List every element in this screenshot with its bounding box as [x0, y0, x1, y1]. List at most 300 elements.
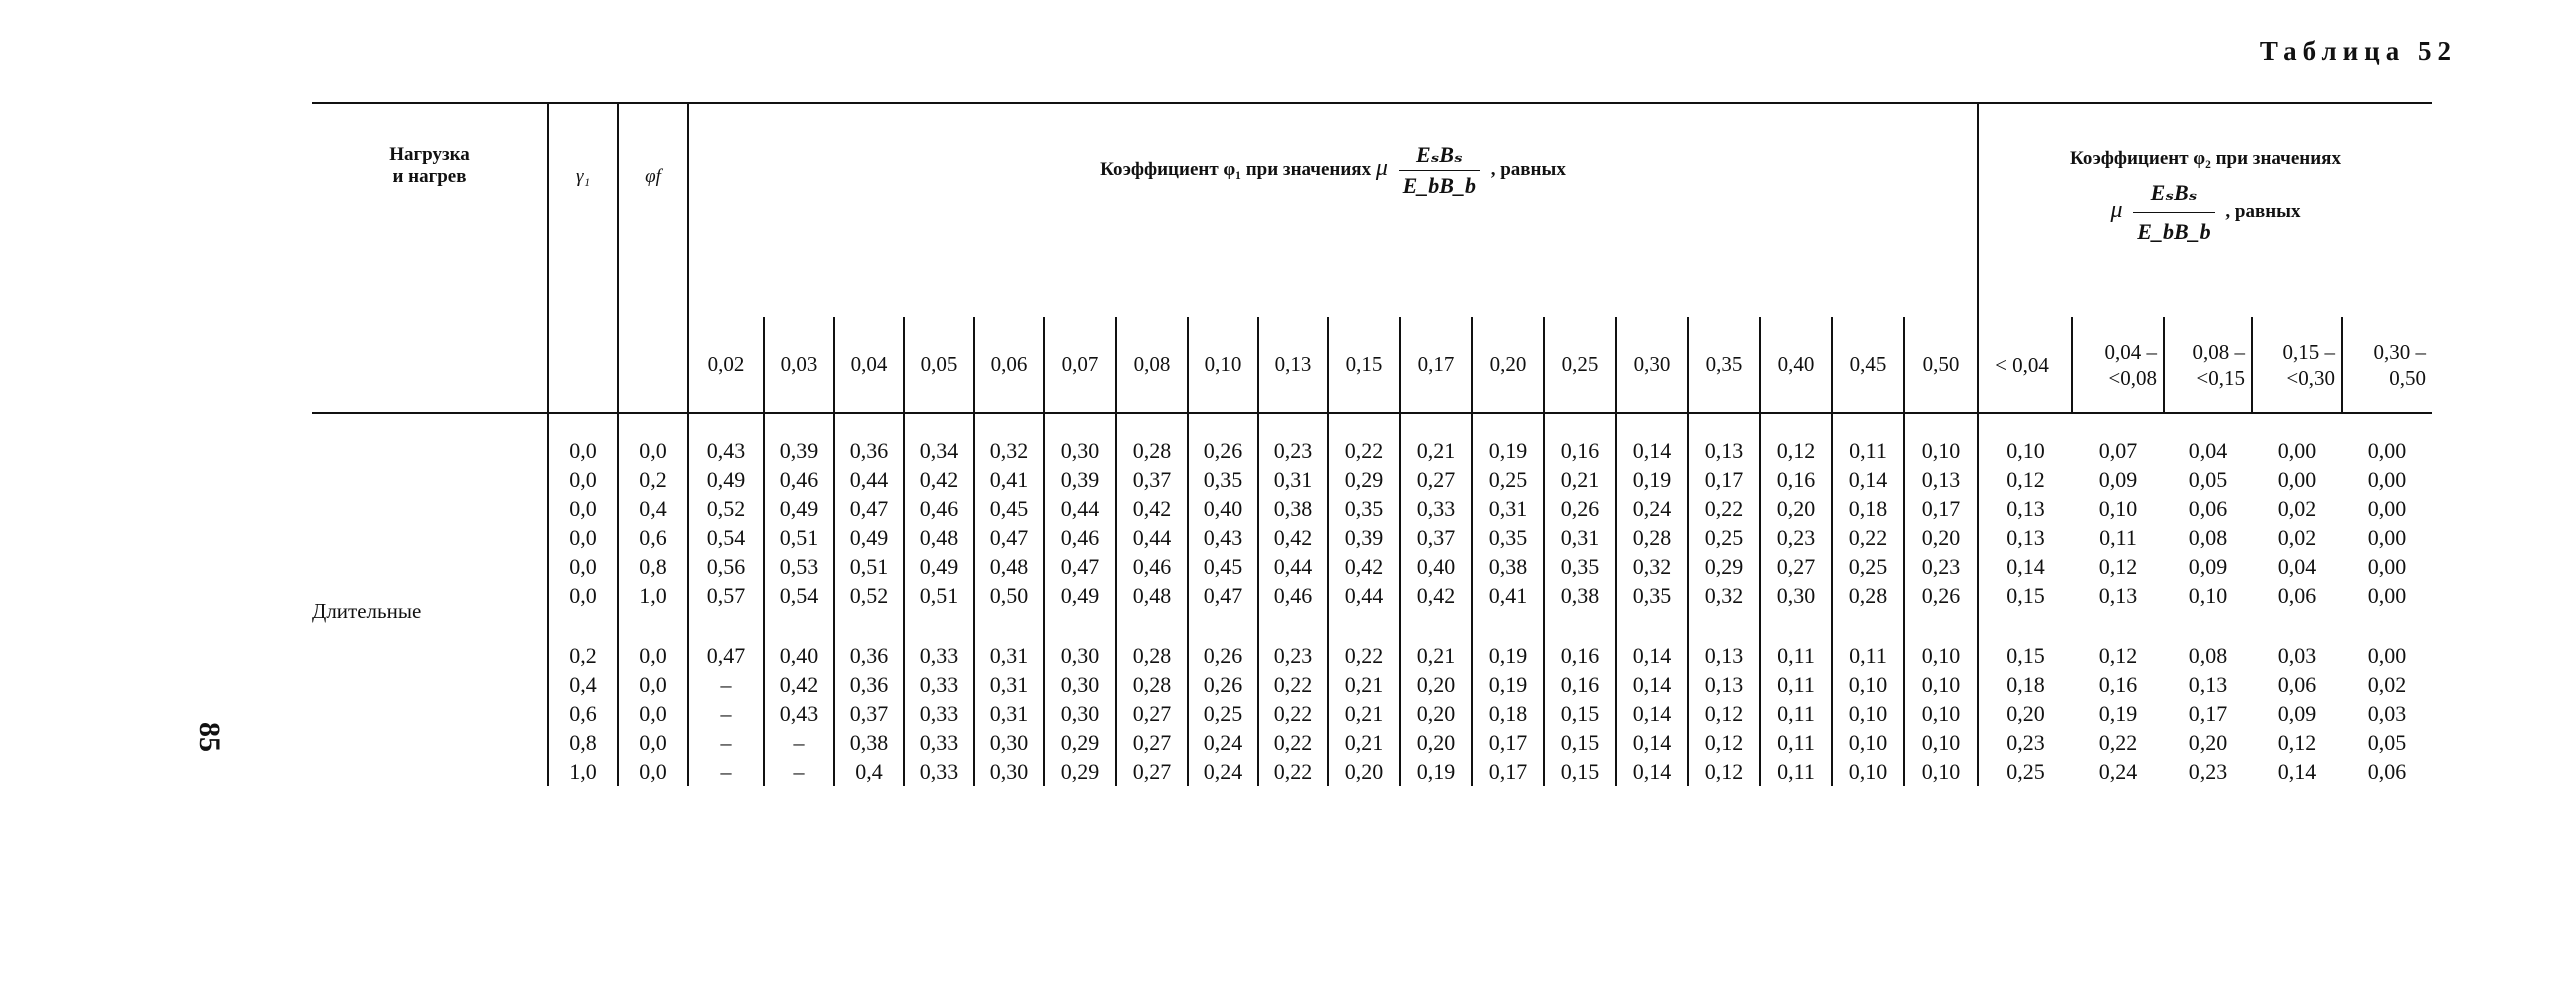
gamma1-header: γ₁ — [548, 104, 618, 413]
load-heating-line2: и нагрев — [392, 166, 467, 187]
gap-cell — [834, 610, 904, 641]
phi1-value-cell: 0,20 — [1760, 494, 1832, 523]
gap-cell — [2072, 610, 2164, 641]
phi1-value-cell: 0,46 — [764, 465, 834, 494]
gap-cell — [1688, 610, 1760, 641]
phi2-value-cell: 0,15 — [1978, 641, 2072, 670]
phi1-value-cell: 0,40 — [1188, 494, 1258, 523]
phi1-value-cell: 0,43 — [764, 699, 834, 728]
phi2-value-cell: 0,00 — [2367, 643, 2407, 668]
phi1-value-cell: 0,22 — [1258, 757, 1328, 786]
phi1-value-cell: 0,32 — [1688, 581, 1760, 610]
phi1-value-cell: 0,27 — [1116, 728, 1188, 757]
phi1-value-cell: 0,25 — [1688, 523, 1760, 552]
phi1-value-cell: 0,21 — [1328, 699, 1400, 728]
phi2-column-header — [2342, 317, 2432, 413]
phi1-value-cell: 0,11 — [1832, 641, 1904, 670]
gap-cell — [2252, 610, 2342, 641]
phi1-value-cell: 0,49 — [1044, 581, 1116, 610]
gamma1-cell: 0,4 — [548, 670, 618, 699]
phi1-value-cell: 0,28 — [1832, 581, 1904, 610]
gap-cell — [1904, 610, 1978, 641]
phi1-value-cell: 0,44 — [1044, 494, 1116, 523]
mid-rule-cell — [1116, 413, 1188, 436]
phi1-value-cell: 0,12 — [1688, 728, 1760, 757]
phi2-value-cell: 0,05 — [2367, 730, 2407, 755]
phi1-value-cell: 0,11 — [1760, 757, 1832, 786]
gap-cell — [1760, 610, 1832, 641]
phi1-column-header: 0,20 — [1472, 317, 1544, 413]
gamma1-cell: 1,0 — [548, 757, 618, 786]
phi1-column-header: 0,02 — [688, 317, 764, 413]
phi1-value-cell: 0,33 — [904, 699, 974, 728]
mid-rule-cell — [764, 413, 834, 436]
phi1-value-cell: 0,44 — [834, 465, 904, 494]
gap-cell — [2342, 610, 2432, 641]
phi1-value-cell: 0,4 — [834, 757, 904, 786]
phi1-column-header: 0,06 — [974, 317, 1044, 413]
phi1-value-cell: 0,35 — [1544, 552, 1616, 581]
phi1-value-cell: 0,46 — [1116, 552, 1188, 581]
phi2-value-cell: 0,22 — [2098, 730, 2138, 755]
phi1-value-cell: 0,53 — [764, 552, 834, 581]
phi2-value-cell: 0,23 — [1978, 728, 2072, 757]
phi1-value-cell: 0,42 — [1258, 523, 1328, 552]
phi-f-cell: 0,0 — [618, 436, 688, 465]
phi1-value-cell: 0,14 — [1616, 670, 1688, 699]
phi1-value-cell: 0,40 — [1400, 552, 1472, 581]
phi1-column-header: 0,08 — [1116, 317, 1188, 413]
gap-cell — [1044, 610, 1116, 641]
phi1-value-cell: 0,43 — [688, 436, 764, 465]
phi1-value-cell: 0,42 — [1328, 552, 1400, 581]
phi1-value-cell: 0,45 — [974, 494, 1044, 523]
phi2-value-cell: 0,00 — [2367, 467, 2407, 492]
mid-rule-cell — [1328, 413, 1400, 436]
phi1-value-cell: 0,10 — [1832, 670, 1904, 699]
mid-rule-cell — [1904, 413, 1978, 436]
phi1-value-cell: 0,16 — [1544, 641, 1616, 670]
phi1-value-cell: 0,28 — [1116, 670, 1188, 699]
gap-cell — [764, 610, 834, 641]
phi1-value-cell: 0,51 — [834, 552, 904, 581]
phi2-column-header — [2252, 317, 2342, 413]
phi1-value-cell: 0,19 — [1472, 670, 1544, 699]
phi1-value-cell: 0,25 — [1472, 465, 1544, 494]
table-row — [312, 552, 2432, 581]
table-row — [312, 523, 2432, 552]
phi2-column-line1: 0,15 – — [2282, 339, 2335, 364]
phi2-value-cell: 0,06 — [2367, 759, 2407, 784]
phi2-value-cell: 0,00 — [2367, 554, 2407, 579]
phi1-column-header: 0,30 — [1616, 317, 1688, 413]
phi1-value-cell: 0,37 — [1400, 523, 1472, 552]
mid-rule-cell — [1044, 413, 1116, 436]
phi1-value-cell: 0,31 — [1544, 523, 1616, 552]
phi1-value-cell: 0,33 — [904, 641, 974, 670]
phi1-value-cell: 0,29 — [1328, 465, 1400, 494]
phi1-header-prefix: Коэффициент φ₁ при значениях — [1100, 158, 1372, 180]
phi1-value-cell: 0,20 — [1400, 699, 1472, 728]
phi1-value-cell: 0,47 — [1044, 552, 1116, 581]
phi1-value-cell: 0,26 — [1904, 581, 1978, 610]
phi1-value-cell: 0,29 — [1688, 552, 1760, 581]
phi1-value-cell: 0,30 — [1760, 581, 1832, 610]
phi1-value-cell: 0,33 — [904, 670, 974, 699]
phi1-value-cell: 0,42 — [1116, 494, 1188, 523]
gap-cell — [1472, 610, 1544, 641]
phi2-value-cell: 0,04 — [2277, 554, 2317, 579]
phi2-value-cell: 0,12 — [2277, 730, 2317, 755]
phi1-value-cell: 0,36 — [834, 641, 904, 670]
gap-cell — [974, 610, 1044, 641]
phi-f-cell: 0,0 — [618, 757, 688, 786]
phi2-value-cell: 0,00 — [2367, 438, 2407, 463]
phi1-value-cell: 0,26 — [1188, 436, 1258, 465]
phi1-value-cell: 0,13 — [1688, 670, 1760, 699]
phi2-column-line1: 0,08 – — [2192, 339, 2245, 364]
mid-rule-cell — [1760, 413, 1832, 436]
phi-f-cell: 0,6 — [618, 523, 688, 552]
phi1-value-cell: 0,31 — [974, 670, 1044, 699]
phi1-value-cell: 0,10 — [1832, 699, 1904, 728]
phi1-value-cell: 0,46 — [1044, 523, 1116, 552]
load-type-label: Длительные — [312, 598, 422, 623]
table-row — [312, 757, 2432, 786]
phi1-value-cell: 0,24 — [1188, 757, 1258, 786]
mu-symbol: μ — [1375, 154, 1388, 181]
phi2-header — [1978, 104, 2432, 317]
table-row — [312, 670, 2432, 699]
phi2-value-cell: 0,12 — [2098, 643, 2138, 668]
table-row — [312, 465, 2432, 494]
mid-rule-cell — [974, 413, 1044, 436]
phi2-value-cell: 0,14 — [2277, 759, 2317, 784]
phi1-header — [688, 104, 1978, 317]
mid-rule-cell — [312, 413, 548, 436]
phi1-value-cell: 0,21 — [1400, 641, 1472, 670]
phi1-value-cell: 0,45 — [1188, 552, 1258, 581]
mid-rule-cell — [1188, 413, 1258, 436]
phi1-value-cell: 0,17 — [1688, 465, 1760, 494]
table-row — [312, 436, 2432, 465]
phi1-value-cell: 0,39 — [1044, 465, 1116, 494]
phi2-column-line1: 0,30 – — [2373, 339, 2426, 364]
phi1-value-cell: 0,27 — [1760, 552, 1832, 581]
phi-f-cell: 0,4 — [618, 494, 688, 523]
table-row — [312, 699, 2432, 728]
phi1-value-cell: 0,30 — [1044, 670, 1116, 699]
phi1-value-cell: 0,44 — [1116, 523, 1188, 552]
phi1-value-cell: 0,38 — [834, 728, 904, 757]
phi1-value-cell: 0,17 — [1472, 728, 1544, 757]
phi1-value-cell: 0,12 — [1760, 436, 1832, 465]
phi1-value-cell: 0,27 — [1116, 699, 1188, 728]
phi1-value-cell: 0,14 — [1616, 728, 1688, 757]
gamma1-cell: 0,2 — [548, 641, 618, 670]
phi1-column-header: 0,05 — [904, 317, 974, 413]
gap-cell — [2164, 610, 2252, 641]
phi1-value-cell: 0,15 — [1544, 699, 1616, 728]
phi2-value-cell: 0,09 — [2277, 701, 2317, 726]
phi1-value-cell: 0,27 — [1116, 757, 1188, 786]
phi1-value-cell: 0,49 — [764, 494, 834, 523]
phi1-value-cell: 0,22 — [1328, 436, 1400, 465]
phi1-column-header: 0,10 — [1188, 317, 1258, 413]
phi1-value-cell: 0,22 — [1258, 670, 1328, 699]
phi1-value-cell: 0,32 — [974, 436, 1044, 465]
mid-rule-cell — [1616, 413, 1688, 436]
phi1-value-cell: 0,32 — [1616, 552, 1688, 581]
phi-f-cell: 0,2 — [618, 465, 688, 494]
phi1-value-cell: 0,37 — [1116, 465, 1188, 494]
phi1-value-cell: 0,22 — [1688, 494, 1760, 523]
phi1-value-cell: 0,35 — [1328, 494, 1400, 523]
phi2-value-cell: 0,14 — [1978, 552, 2072, 581]
phi1-value-cell: 0,37 — [834, 699, 904, 728]
phi1-value-cell: 0,46 — [904, 494, 974, 523]
mu-symbol-2: μ — [2110, 196, 2123, 223]
phi1-value-cell: 0,25 — [1832, 552, 1904, 581]
phi1-value-cell: 0,30 — [1044, 641, 1116, 670]
phi1-value-cell: 0,31 — [1472, 494, 1544, 523]
table-row — [312, 728, 2432, 757]
gamma1-cell: 0,6 — [548, 699, 618, 728]
phi-f-cell: 0,0 — [618, 699, 688, 728]
es-bs-fraction-2 — [2133, 176, 2214, 249]
phi1-value-cell: 0,12 — [1688, 757, 1760, 786]
phi1-value-cell: 0,31 — [974, 641, 1044, 670]
phi1-value-cell: 0,23 — [1258, 436, 1328, 465]
phi1-value-cell: 0,19 — [1472, 436, 1544, 465]
phi1-value-cell: 0,11 — [1760, 699, 1832, 728]
phi1-value-cell: 0,12 — [1688, 699, 1760, 728]
phi2-column-line1: < 0,04 — [1995, 352, 2049, 377]
phi1-value-cell: 0,30 — [1044, 699, 1116, 728]
phi1-value-cell: 0,14 — [1616, 757, 1688, 786]
phi2-value-cell: 0,09 — [2188, 554, 2228, 579]
mid-rule-cell — [1400, 413, 1472, 436]
phi1-value-cell: 0,50 — [974, 581, 1044, 610]
phi1-value-cell: – — [688, 699, 764, 728]
phi2-column-line2: <0,30 — [2286, 365, 2335, 390]
fraction-denominator: E_bB_b — [1402, 173, 1476, 198]
phi1-value-cell: 0,25 — [1188, 699, 1258, 728]
gap-cell — [1616, 610, 1688, 641]
phi1-value-cell: 0,20 — [1328, 757, 1400, 786]
gamma1-cell: 0,8 — [548, 728, 618, 757]
phi2-value-cell: 0,11 — [2099, 525, 2137, 550]
gap-cell — [1832, 610, 1904, 641]
phi1-column-header: 0,40 — [1760, 317, 1832, 413]
phi1-value-cell: 0,47 — [834, 494, 904, 523]
gamma1-cell: 0,0 — [548, 552, 618, 581]
gap-cell — [548, 610, 618, 641]
phi1-value-cell: 0,24 — [1616, 494, 1688, 523]
phi1-value-cell: – — [764, 728, 834, 757]
table-row — [312, 581, 2432, 610]
table-row — [312, 641, 2432, 670]
phi1-value-cell: 0,30 — [974, 728, 1044, 757]
phi1-value-cell: 0,26 — [1188, 670, 1258, 699]
phi1-value-cell: 0,19 — [1616, 465, 1688, 494]
phi1-value-cell: 0,42 — [1400, 581, 1472, 610]
phi1-value-cell: 0,49 — [834, 523, 904, 552]
phi2-value-cell: 0,13 — [2188, 672, 2228, 697]
phi2-value-cell: 0,06 — [2277, 583, 2317, 608]
phi1-value-cell: 0,26 — [1544, 494, 1616, 523]
phi1-value-cell: 0,11 — [1760, 728, 1832, 757]
phi2-header-prefix: Коэффициент φ₂ при значениях — [2070, 148, 2341, 169]
mid-rule-cell — [1544, 413, 1616, 436]
phi2-value-cell: 0,00 — [2277, 467, 2317, 492]
phi1-value-cell: 0,13 — [1904, 465, 1978, 494]
phi1-value-cell: 0,42 — [764, 670, 834, 699]
phi1-value-cell: 0,10 — [1904, 436, 1978, 465]
phi1-value-cell: 0,38 — [1544, 581, 1616, 610]
phi1-value-cell: 0,52 — [834, 581, 904, 610]
phi1-value-cell: 0,16 — [1544, 436, 1616, 465]
phi1-value-cell: 0,16 — [1760, 465, 1832, 494]
phi1-value-cell: 0,31 — [974, 699, 1044, 728]
phi2-value-cell: 0,13 — [2098, 583, 2138, 608]
phi1-value-cell: 0,52 — [688, 494, 764, 523]
load-heating-line1: Нагрузка — [389, 144, 470, 165]
phi2-column-line1: 0,04 – — [2104, 339, 2157, 364]
phi1-value-cell: 0,54 — [688, 523, 764, 552]
phi2-value-cell: 0,04 — [2188, 438, 2228, 463]
phi1-value-cell: 0,33 — [904, 757, 974, 786]
phi1-value-cell: 0,10 — [1904, 670, 1978, 699]
gap-cell — [904, 610, 974, 641]
mid-rule-cell — [1978, 413, 2072, 436]
phi1-value-cell: 0,23 — [1258, 641, 1328, 670]
phi1-value-cell: 0,35 — [1188, 465, 1258, 494]
phi1-value-cell: 0,39 — [764, 436, 834, 465]
phi1-value-cell: 0,13 — [1688, 436, 1760, 465]
phi1-value-cell: 0,10 — [1904, 641, 1978, 670]
phi-f-header: φf — [618, 104, 688, 413]
phi1-value-cell: 0,13 — [1688, 641, 1760, 670]
phi1-value-cell: 0,21 — [1400, 436, 1472, 465]
mid-rule-cell — [1688, 413, 1760, 436]
phi2-value-cell: 0,20 — [2188, 730, 2228, 755]
phi2-value-cell: 0,18 — [1978, 670, 2072, 699]
table-caption: Таблица 52 — [2259, 36, 2457, 66]
phi2-value-cell: 0,00 — [2277, 438, 2317, 463]
gap-cell — [1544, 610, 1616, 641]
phi1-value-cell: 0,28 — [1116, 641, 1188, 670]
phi2-value-cell: 0,02 — [2277, 496, 2317, 521]
mid-rule-cell — [2342, 413, 2432, 436]
phi1-value-cell: 0,33 — [1400, 494, 1472, 523]
phi1-value-cell: 0,23 — [1760, 523, 1832, 552]
phi1-value-cell: 0,26 — [1188, 641, 1258, 670]
phi1-value-cell: 0,56 — [688, 552, 764, 581]
phi1-value-cell: 0,16 — [1544, 670, 1616, 699]
phi1-value-cell: – — [688, 670, 764, 699]
phi1-column-header: 0,07 — [1044, 317, 1116, 413]
coefficients-table — [312, 102, 2432, 786]
phi1-value-cell: 0,10 — [1904, 728, 1978, 757]
phi1-value-cell: 0,48 — [974, 552, 1044, 581]
mid-rule-cell — [548, 413, 618, 436]
gamma1-cell: 0,0 — [548, 523, 618, 552]
phi2-value-cell: 0,06 — [2188, 496, 2228, 521]
phi1-value-cell: 0,48 — [904, 523, 974, 552]
gap-cell — [1328, 610, 1400, 641]
phi1-value-cell: 0,49 — [688, 465, 764, 494]
phi1-column-header: 0,50 — [1904, 317, 1978, 413]
phi1-value-cell: 0,44 — [1328, 581, 1400, 610]
mid-rule-cell — [2164, 413, 2252, 436]
phi1-value-cell: 0,30 — [974, 757, 1044, 786]
page-number: 85 — [193, 722, 226, 752]
phi2-value-cell: 0,10 — [2098, 496, 2138, 521]
phi1-value-cell: 0,21 — [1328, 670, 1400, 699]
phi1-value-cell: 0,10 — [1904, 757, 1978, 786]
phi1-value-cell: 0,14 — [1832, 465, 1904, 494]
phi1-value-cell: 0,18 — [1472, 699, 1544, 728]
gamma1-cell: 0,0 — [548, 581, 618, 610]
group-gap-row — [312, 610, 2432, 641]
phi1-value-cell: 0,41 — [974, 465, 1044, 494]
phi1-value-cell: 0,19 — [1472, 641, 1544, 670]
gap-cell — [1258, 610, 1328, 641]
phi1-value-cell: 0,11 — [1832, 436, 1904, 465]
phi2-value-cell: 0,03 — [2367, 701, 2407, 726]
gap-cell — [688, 610, 764, 641]
phi-f-cell: 0,0 — [618, 641, 688, 670]
phi1-value-cell: 0,34 — [904, 436, 974, 465]
phi-f-cell: 0,8 — [618, 552, 688, 581]
phi1-value-cell: 0,38 — [1472, 552, 1544, 581]
gap-cell — [1116, 610, 1188, 641]
phi2-value-cell: 0,19 — [2098, 701, 2138, 726]
phi1-value-cell: 0,38 — [1258, 494, 1328, 523]
phi2-value-cell: 0,02 — [2367, 672, 2407, 697]
phi1-value-cell: 0,14 — [1616, 699, 1688, 728]
gap-cell — [1400, 610, 1472, 641]
es-bs-fraction — [1399, 142, 1480, 199]
phi1-value-cell: 0,29 — [1044, 728, 1116, 757]
mid-rule-cell — [1258, 413, 1328, 436]
gamma1-cell: 0,0 — [548, 436, 618, 465]
table-row — [312, 494, 2432, 523]
load-heating-header — [312, 104, 548, 413]
phi1-column-header: 0,15 — [1328, 317, 1400, 413]
phi1-header-suffix: , равных — [1490, 158, 1566, 180]
phi1-value-cell: 0,14 — [1616, 641, 1688, 670]
phi2-value-cell: 0,07 — [2098, 438, 2138, 463]
phi1-value-cell: 0,20 — [1400, 728, 1472, 757]
phi1-value-cell: 0,22 — [1258, 728, 1328, 757]
phi1-value-cell: 0,41 — [1472, 581, 1544, 610]
phi2-value-cell: 0,12 — [2098, 554, 2138, 579]
mid-rule-cell — [2252, 413, 2342, 436]
phi2-value-cell: 0,08 — [2188, 643, 2228, 668]
phi1-value-cell: 0,20 — [1904, 523, 1978, 552]
gap-cell — [618, 610, 688, 641]
gamma1-cell: 0,0 — [548, 494, 618, 523]
phi2-value-cell: 0,02 — [2277, 525, 2317, 550]
phi2-column-header — [2072, 317, 2164, 413]
phi1-value-cell: 0,20 — [1400, 670, 1472, 699]
phi1-value-cell: 0,23 — [1904, 552, 1978, 581]
phi2-value-cell: 0,13 — [1978, 494, 2072, 523]
phi1-value-cell: 0,28 — [1616, 523, 1688, 552]
phi1-value-cell: 0,19 — [1400, 757, 1472, 786]
